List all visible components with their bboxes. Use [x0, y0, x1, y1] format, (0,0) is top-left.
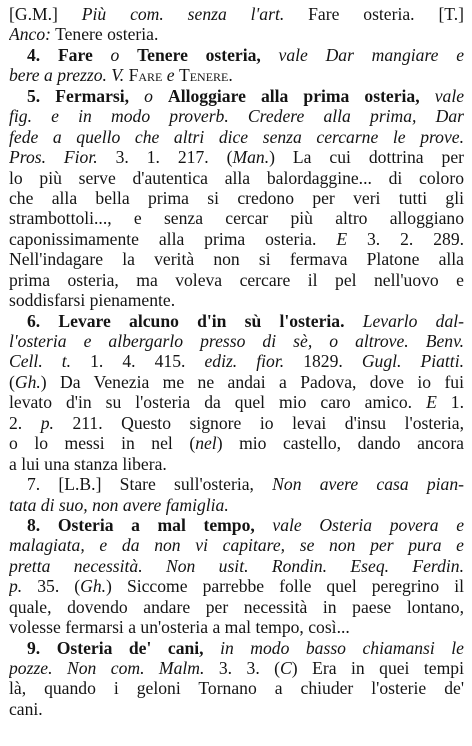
text-segment: o — [129, 85, 169, 106]
text-segment: 3. 3. ( — [204, 658, 281, 678]
text-segment: 8. — [27, 514, 58, 535]
text-segment: l'osteria e albergarlo presso di sè, o altrove. Benv. — [9, 331, 464, 351]
text-line — [9, 576, 464, 596]
text-segment: E — [336, 228, 348, 249]
text-segment: pozze. Non com. Malm. — [9, 658, 205, 678]
text-segment: a lui una stanza libera. — [9, 453, 167, 474]
text-segment: Gh. — [80, 576, 107, 597]
text-line — [9, 454, 464, 474]
text-segment: p. — [9, 576, 23, 597]
text-segment: vale Osteria povera e — [254, 514, 464, 535]
text-segment: Anco: — [9, 24, 52, 45]
text-line — [9, 413, 464, 433]
text-segment: 4. — [27, 44, 58, 65]
text-line — [9, 535, 464, 555]
text-segment: Non avere casa pian- — [253, 474, 464, 495]
text-segment: E — [426, 392, 437, 413]
text-segment: prima osteria, ma voleva cercare il pel nell'uovo e — [9, 269, 464, 290]
text-segment: ) mio castello, dando ancora — [216, 433, 464, 454]
text-segment: Fare — [57, 44, 93, 65]
text-segment: o — [92, 44, 138, 65]
text-segment: malagiata, e da non vi capitare, se non per pura e — [9, 535, 464, 556]
entry-8-start — [9, 515, 464, 535]
text-line — [9, 188, 464, 208]
text-line — [9, 65, 464, 85]
text-segment: 3. 2. 289. — [347, 228, 464, 249]
text-line — [9, 106, 464, 126]
text-segment: Fare — [124, 65, 163, 86]
text-segment: o lo messi in nel ( — [9, 433, 196, 454]
entry-6-start — [9, 311, 464, 331]
text-segment: 1829. — [284, 351, 362, 372]
text-segment: fig. e in modo proverb. Credere alla prima, Dar — [9, 106, 464, 127]
text-segment: Nell'indagare la verità non si fermava Platone alla — [9, 249, 464, 270]
text-segment: p. — [40, 412, 54, 433]
text-line — [9, 617, 464, 637]
entry-4-start — [9, 45, 464, 65]
text-segment: fede a quello che altri dice senza cercarne le prove. — [9, 126, 464, 147]
text-segment: 9. — [27, 637, 57, 658]
text-segment: ) La cui dottrina per — [269, 147, 464, 168]
text-line — [9, 127, 464, 147]
text-segment: quale, dovendo andare per necessità in paese lontano, — [9, 596, 464, 617]
text-segment: Gh. — [14, 371, 41, 392]
text-segment: in modo basso chiamansi le — [203, 637, 464, 658]
text-line — [9, 658, 464, 678]
text-segment: che alla bella prima si credono per veri tutti gli — [9, 187, 464, 208]
text-line — [9, 331, 464, 351]
text-segment: 1. — [436, 392, 464, 413]
text-segment: cani. — [9, 698, 43, 719]
text-segment: 6. — [27, 310, 59, 331]
text-line — [9, 351, 464, 371]
entry-5-start — [9, 86, 464, 106]
text-line — [9, 208, 464, 228]
text-line — [9, 699, 464, 719]
text-segment: Osteria a mal tempo, — [57, 514, 255, 535]
text-segment: lo più serve d'autentica alla balordaggine... di coloro — [9, 167, 464, 188]
text-segment: caponissimamente alla prima osteria. — [9, 228, 337, 249]
text-line — [9, 433, 464, 453]
text-segment: strambottoli..., e senza cercar più altro alloggiano — [9, 208, 464, 229]
text-segment: Levare alcuno d'in sù l'osteria. — [58, 310, 345, 331]
text-line — [9, 372, 464, 392]
text-segment: 2. — [9, 412, 41, 433]
text-segment: pretta necessità. Non usit. Rondin. Eseq. Ferdin. — [9, 555, 464, 576]
text-segment: Levarlo dal- — [344, 310, 464, 331]
text-segment: Più com. senza l'art. — [81, 4, 285, 24]
text-line — [9, 270, 464, 290]
text-segment: 35. ( — [22, 576, 81, 597]
text-segment: Tenere. — [178, 65, 233, 86]
text-segment: ) Siccome parrebbe folle quel peregrino il — [106, 576, 464, 597]
text-line — [9, 4, 464, 24]
text-segment: 7. [L.B.] Stare sull'osteria, — [27, 474, 254, 495]
text-segment: Man. — [232, 147, 270, 168]
text-segment: 211. Questo signore io levai d'insu l'osteria, — [53, 412, 464, 433]
text-segment: tata di suo, non avere famiglia. — [9, 494, 229, 515]
text-segment: Pros. Fior. — [9, 147, 98, 168]
text-segment: ( — [9, 371, 15, 392]
text-segment: Osteria de' cani, — [56, 637, 204, 658]
text-segment: là, quando i geloni Tornano a chiuder l'osterie de' — [9, 678, 464, 699]
text-segment: ediz. fior. — [204, 351, 285, 372]
entry-9-start — [9, 638, 464, 658]
text-line — [9, 24, 464, 44]
text-segment: Tenere osteria, — [137, 44, 261, 65]
text-segment: Fare osteria. [T.] — [284, 4, 464, 24]
text-segment: levato d'in su l'osteria da quel mio caro amico. — [9, 392, 427, 413]
text-segment: [G.M.] — [9, 4, 82, 24]
text-line — [9, 678, 464, 698]
text-segment: Alloggiare alla prima osteria, — [168, 85, 420, 106]
text-line — [9, 290, 464, 310]
entry-7-start — [9, 474, 464, 494]
text-segment: vale — [419, 85, 464, 106]
text-segment: soddisfarsi pienamente. — [9, 290, 176, 311]
text-line — [9, 597, 464, 617]
text-line — [9, 147, 464, 167]
text-line — [9, 392, 464, 412]
text-segment: Tenere osteria. — [51, 24, 159, 45]
text-segment: bere a prezzo. V. — [9, 65, 125, 86]
text-line — [9, 229, 464, 249]
text-segment: 5. — [27, 85, 56, 106]
text-segment: C — [280, 658, 292, 678]
text-segment: ) Da Venezia me ne andai a Padova, dove io fui — [40, 371, 464, 392]
text-line — [9, 168, 464, 188]
text-segment: Gugl. Piatti. — [361, 351, 464, 372]
text-segment: ) Era in quei tempi — [291, 658, 464, 678]
text-line — [9, 556, 464, 576]
text-line — [9, 249, 464, 269]
text-segment: nel — [195, 433, 217, 454]
text-segment: Fermarsi, — [55, 85, 130, 106]
text-segment: 1. 4. 415. — [71, 351, 205, 372]
text-segment: e — [162, 65, 179, 86]
text-segment: Cell. t. — [9, 351, 72, 372]
text-segment: 3. 1. 217. ( — [97, 147, 233, 168]
text-line — [9, 495, 464, 515]
text-segment: vale Dar mangiare e — [260, 44, 464, 65]
text-segment: volesse fermarsi a un'osteria a mal tempo, così... — [9, 617, 350, 638]
